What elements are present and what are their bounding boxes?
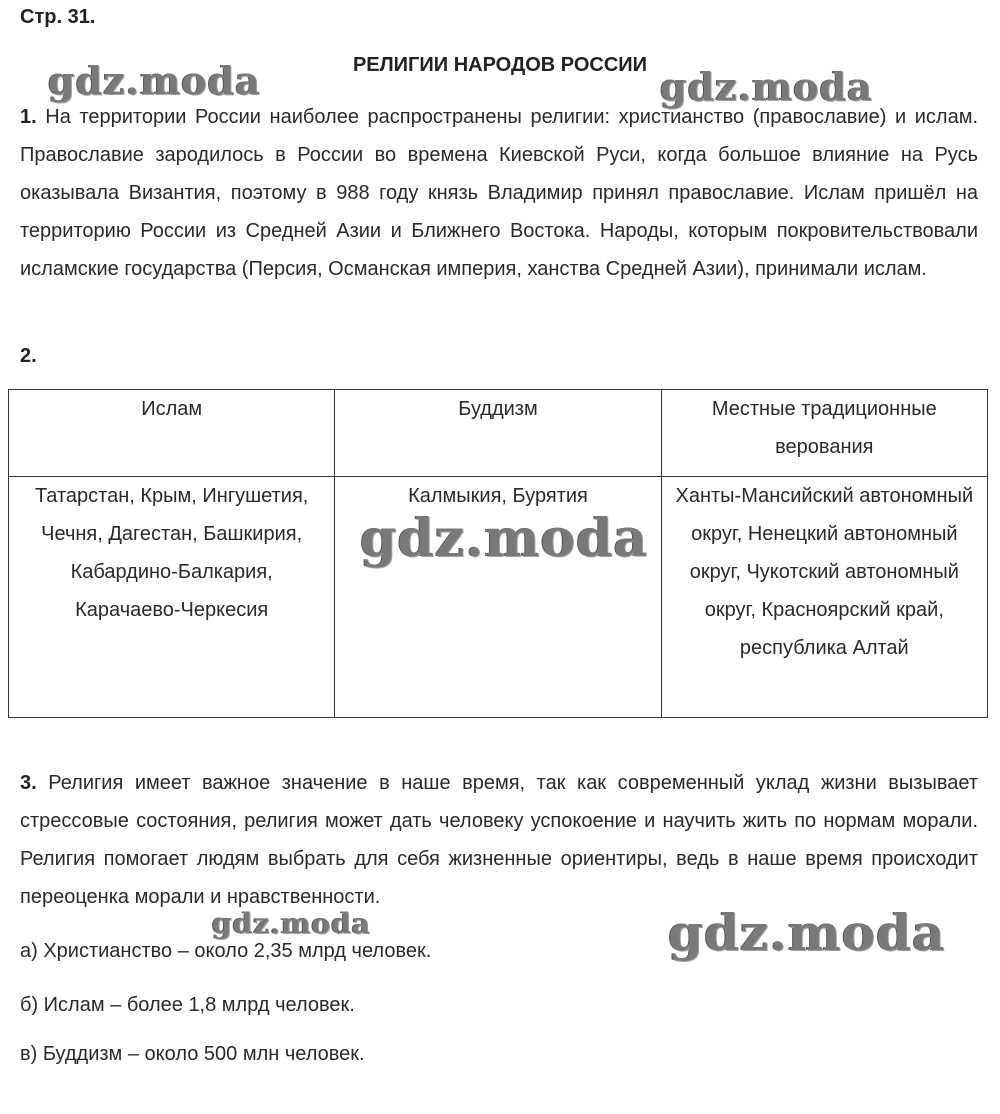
page-reference: Стр. 31.: [20, 6, 96, 28]
task3-text: Религия имеет важное значение в наше время, так как современный уклад жизни вызывает стрессовые состояния, религия может дать человеку успокоение и научить жить по нормам морали. Религия помогает людям выбрать для себя жизненные ориентиры, ведь в наше время происходит переоценка морали и нравственности.: [20, 772, 978, 908]
task3-paragraph: [20, 764, 978, 916]
task1-text: На территории России наиболее распространены религии: христианство (православие) и ислам. Православие зародилось в России во времена Киевской Руси, когда большое влияние на Русь оказывала Византия, поэтому в 988 году князь Владимир принял православие. Ислам пришёл на территорию России из Средней Азии и Ближнего Востока. Народы, которым покровительствовали исламские государства (Персия, Османская империя, ханства Средней Азии), принимали ислам.: [20, 106, 978, 280]
page-title: РЕЛИГИИ НАРОДОВ РОССИИ: [352, 54, 648, 76]
task1-number: 1.: [20, 106, 37, 128]
table-header-islam: Ислам: [9, 390, 335, 477]
watermark: gdz.moda: [48, 58, 261, 103]
answer-b: б) Ислам – более 1,8 млрд человек.: [20, 994, 355, 1016]
table-header-local-beliefs: Местные традиционные верования: [661, 390, 987, 477]
answer-c: в) Буддизм – около 500 млн человек.: [20, 1043, 365, 1065]
task1-paragraph: [20, 98, 978, 288]
table-header-buddhism: Буддизм: [335, 390, 661, 477]
task2-number: 2.: [20, 345, 37, 367]
table-cell-buddhism: Калмыкия, Бурятия: [335, 477, 661, 718]
table-cell-local-beliefs: Ханты-Мансийский автономный округ, Ненецкий автономный округ, Чукотский автономный округ, Красноярский край, республика Алтай: [661, 477, 987, 718]
watermark: gdz.moda: [360, 508, 649, 569]
answer-a: а) Христианство – около 2,35 млрд человек.: [20, 940, 432, 962]
table-header-row: [9, 390, 988, 477]
watermark: gdz.moda: [660, 64, 873, 109]
watermark: gdz.moda: [668, 903, 946, 962]
watermark: gdz.moda: [212, 907, 371, 940]
table-cell-islam: Татарстан, Крым, Ингушетия, Чечня, Дагестан, Башкирия, Кабардино-Балкария, Карачаево-Черкесия: [9, 477, 335, 718]
task3-number: 3.: [20, 772, 37, 794]
